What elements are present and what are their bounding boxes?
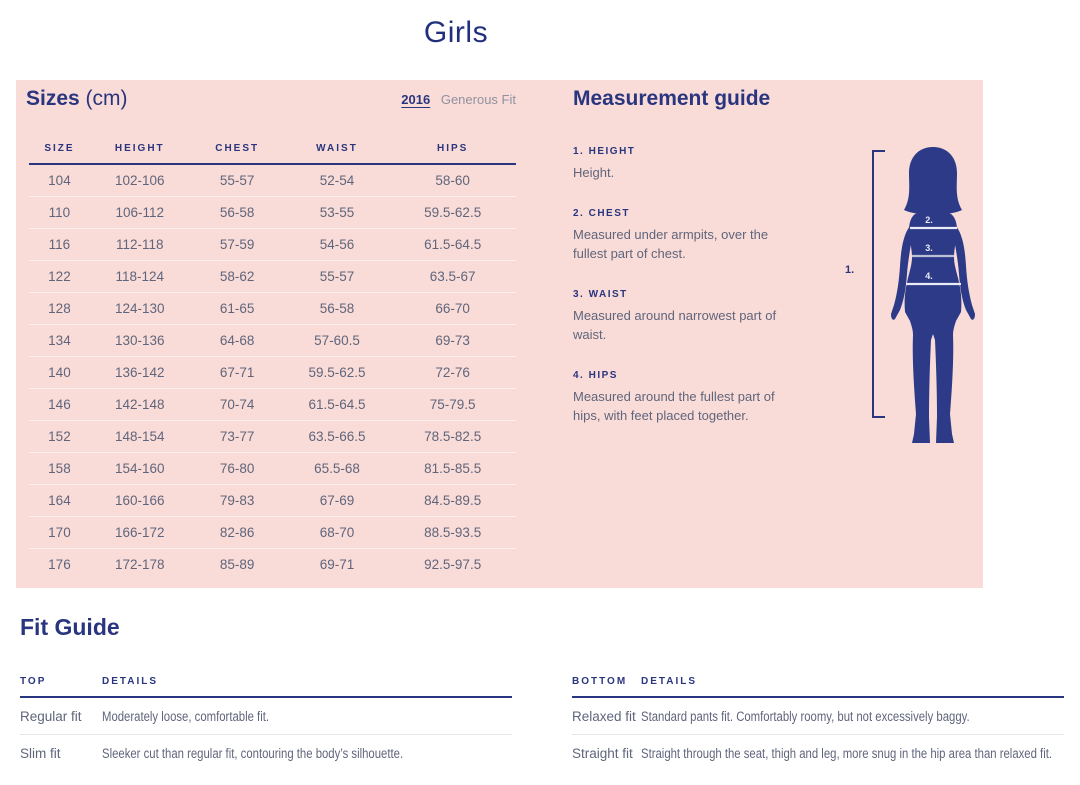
column-header-chest: CHEST	[190, 143, 285, 164]
measurement-label: 4. HIPS	[573, 370, 618, 381]
table-cell-height: 166-172	[90, 516, 190, 548]
fit-name-cell: Relaxed fit	[572, 709, 636, 724]
fit-table-body	[572, 697, 1064, 771]
table-cell-chest: 73-77	[190, 420, 285, 452]
table-cell-height: 106-112	[90, 196, 190, 228]
table-cell-waist: 53-55	[285, 196, 390, 228]
fit-row	[20, 735, 512, 772]
girl-silhouette-icon	[885, 142, 985, 452]
table-cell-height: 124-130	[90, 292, 190, 324]
table-cell-height: 130-136	[90, 324, 190, 356]
table-cell-chest: 61-65	[190, 292, 285, 324]
measurement-item-height	[573, 146, 785, 182]
table-cell-height: 118-124	[90, 260, 190, 292]
fit-details-text: Sleeker cut than regular fit, contouring the body’s silhouette.	[102, 746, 404, 761]
table-cell-height: 154-160	[90, 452, 190, 484]
column-header-top: TOP	[20, 676, 102, 697]
table-cell-height: 160-166	[90, 484, 190, 516]
hips-line-label: 4.	[925, 271, 933, 281]
table-cell-chest: 57-59	[190, 228, 285, 260]
column-header-details: DETAILS	[641, 676, 1064, 697]
table-cell-hips: 75-79.5	[389, 388, 516, 420]
measurement-item-hips	[573, 370, 785, 425]
table-cell-hips: 81.5-85.5	[389, 452, 516, 484]
column-header-size: SIZE	[29, 143, 90, 164]
table-cell-chest: 70-74	[190, 388, 285, 420]
measurement-guide-list	[573, 146, 785, 451]
fit-row	[20, 697, 512, 735]
table-cell-size: 152	[29, 420, 90, 452]
table-cell-size: 164	[29, 484, 90, 516]
column-header-bottom: BOTTOM	[572, 676, 641, 697]
fit-name-cell: Regular fit	[20, 709, 82, 724]
size-row	[29, 196, 516, 228]
fit-table-header-row	[20, 676, 512, 697]
size-row	[29, 228, 516, 260]
chest-line-label: 2.	[925, 215, 933, 225]
size-row	[29, 420, 516, 452]
table-cell-size: 116	[29, 228, 90, 260]
table-cell-waist: 59.5-62.5	[285, 356, 390, 388]
sizes-panel	[16, 80, 983, 588]
size-row	[29, 516, 516, 548]
fit-details-text: Straight through the seat, thigh and leg, more snug in the hip area than relaxed fit.	[641, 746, 1053, 761]
size-row	[29, 452, 516, 484]
fit-table-body	[20, 697, 512, 771]
year-2016-link[interactable]: 2016	[401, 92, 431, 107]
size-row	[29, 260, 516, 292]
table-cell-size: 104	[48, 172, 71, 188]
size-row	[29, 388, 516, 420]
size-row	[29, 324, 516, 356]
fit-details-text: Moderately loose, comfortable fit.	[102, 709, 270, 724]
measurement-label: 1. HEIGHT	[573, 146, 636, 157]
sizes-heading-unit: (cm)	[85, 87, 128, 110]
table-cell-chest: 56-58	[190, 196, 285, 228]
table-cell-size: 140	[29, 356, 90, 388]
measurement-label: 3. WAIST	[573, 289, 628, 300]
size-row	[29, 356, 516, 388]
size-row	[29, 292, 516, 324]
fit-guide-table-top	[20, 676, 512, 771]
table-cell-size: 158	[29, 452, 90, 484]
column-header-details: DETAILS	[102, 676, 512, 697]
measurement-item-chest	[573, 208, 785, 263]
measurement-item-waist	[573, 289, 785, 344]
measurement-label: 2. CHEST	[573, 208, 631, 219]
measurement-text: Measured around the fullest part of hips, with feet placed together.	[573, 389, 775, 423]
table-cell-chest: 85-89	[190, 548, 285, 580]
table-cell-height: 148-154	[90, 420, 190, 452]
table-cell-chest: 82-86	[190, 516, 285, 548]
size-row	[29, 164, 516, 196]
table-cell-size: 122	[29, 260, 90, 292]
size-row	[29, 484, 516, 516]
table-cell-waist: 63.5-66.5	[285, 420, 390, 452]
table-cell-waist: 65.5-68	[285, 452, 390, 484]
table-cell-size: 146	[29, 388, 90, 420]
measurement-text: Measured around narrowest part of waist.	[573, 308, 777, 342]
fit-row	[572, 697, 1064, 735]
measurement-guide-heading: Measurement guide	[573, 87, 771, 110]
table-cell-waist: 61.5-64.5	[285, 388, 390, 420]
table-cell-height: 142-148	[90, 388, 190, 420]
table-cell-waist: 55-57	[285, 260, 390, 292]
table-cell-hips: 92.5-97.5	[389, 548, 516, 580]
table-cell-hips: 72-76	[389, 356, 516, 388]
table-cell-waist: 69-71	[285, 548, 390, 580]
table-cell-chest: 67-71	[190, 356, 285, 388]
height-bracket	[872, 150, 885, 418]
fit-toggle	[26, 92, 516, 107]
table-cell-chest: 76-80	[190, 452, 285, 484]
waist-line-label: 3.	[925, 243, 933, 253]
fit-details-cell	[102, 697, 512, 735]
table-cell-hips: 66-70	[389, 292, 516, 324]
table-cell-hips: 84.5-89.5	[389, 484, 516, 516]
table-cell-size: 176	[29, 548, 90, 580]
table-cell-waist: 56-58	[285, 292, 390, 324]
table-cell-hips: 61.5-64.5	[389, 228, 516, 260]
table-cell-hips: 78.5-82.5	[389, 420, 516, 452]
column-header-height: HEIGHT	[90, 143, 190, 164]
sizes-table-body	[29, 164, 516, 580]
table-cell-size: 134	[29, 324, 90, 356]
table-cell-height: 112-118	[90, 228, 190, 260]
table-cell-size: 110	[29, 196, 90, 228]
table-cell-waist: 52-54	[319, 172, 355, 188]
table-cell-height: 102-106	[115, 172, 165, 188]
fit-guide-table-bottom	[572, 676, 1064, 771]
height-bracket-label: 1.	[845, 264, 855, 276]
table-cell-hips: 58-60	[435, 172, 470, 188]
generous-fit-link[interactable]: Generous Fit	[440, 92, 516, 107]
sizes-heading-label: Sizes	[26, 87, 80, 110]
table-cell-waist: 57-60.5	[285, 324, 390, 356]
fit-details-cell	[641, 697, 1064, 735]
fit-details-cell	[641, 735, 1064, 772]
size-row	[29, 548, 516, 580]
fit-row	[572, 735, 1064, 772]
fit-table-header-row	[572, 676, 1064, 697]
table-cell-chest: 58-62	[190, 260, 285, 292]
fit-details-cell	[102, 735, 512, 772]
column-header-hips: HIPS	[389, 143, 516, 164]
sizes-table	[29, 143, 516, 580]
fit-details-text: Standard pants fit. Comfortably roomy, but not excessively baggy.	[641, 709, 970, 724]
table-cell-chest: 64-68	[190, 324, 285, 356]
page-title: Girls	[423, 16, 489, 49]
table-cell-waist: 67-69	[285, 484, 390, 516]
table-cell-chest: 55-57	[219, 172, 255, 188]
fit-name-cell: Slim fit	[20, 735, 102, 772]
table-cell-size: 128	[29, 292, 90, 324]
table-cell-hips: 59.5-62.5	[389, 196, 516, 228]
table-cell-waist: 68-70	[285, 516, 390, 548]
fit-name-cell: Straight fit	[572, 735, 641, 772]
sizes-table-header-row	[29, 143, 516, 164]
measurement-text: Measured under armpits, over the fullest part of chest.	[573, 227, 769, 261]
table-cell-hips: 88.5-93.5	[389, 516, 516, 548]
column-header-waist: WAIST	[285, 143, 390, 164]
table-cell-height: 136-142	[90, 356, 190, 388]
table-cell-size: 170	[29, 516, 90, 548]
table-cell-hips: 63.5-67	[389, 260, 516, 292]
fit-guide-heading: Fit Guide	[20, 614, 120, 640]
table-cell-hips: 69-73	[389, 324, 516, 356]
table-cell-chest: 79-83	[190, 484, 285, 516]
table-cell-height: 172-178	[90, 548, 190, 580]
measurement-text: Height.	[573, 165, 615, 180]
table-cell-waist: 54-56	[285, 228, 390, 260]
